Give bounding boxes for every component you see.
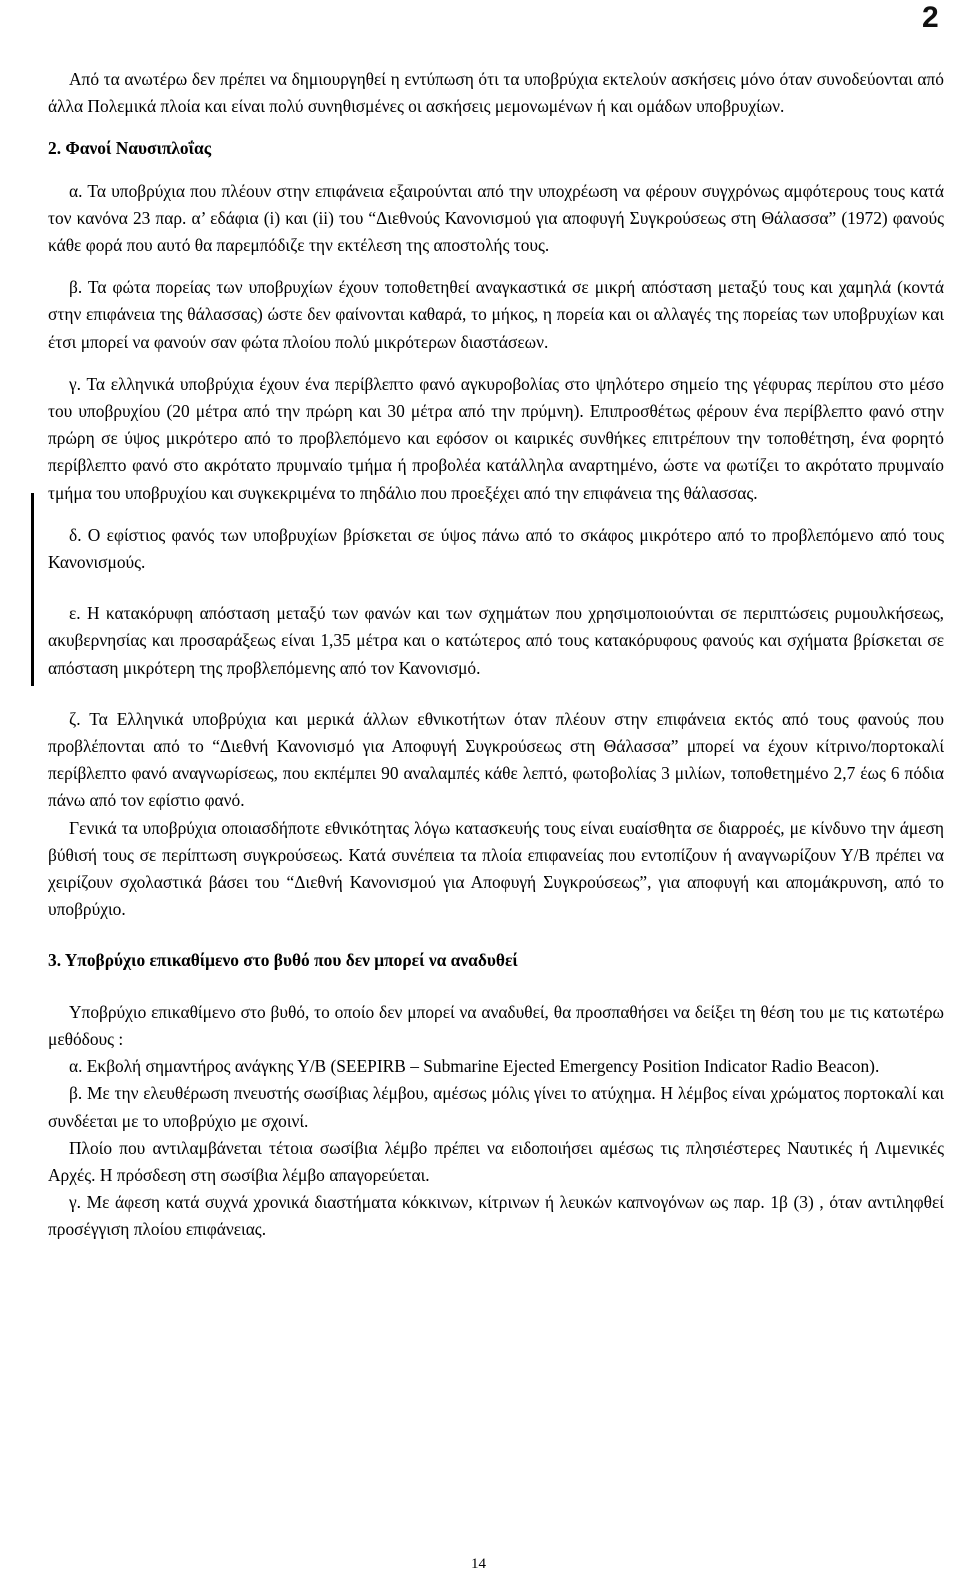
method-alpha: α. Εκβολή σημαντήρος ανάγκης Υ/Β (SEEPIRB – Submarine Ejected Emergency Position Indicator Radio Beacon).	[69, 1056, 880, 1077]
paragraph-intro-methods: Υποβρύχιο επικαθίμενο στο βυθό, το οποίο δεν μπορεί να αναδυθεί, θα προσπαθήσει να δείξει τη θέση του με τις κατωτέρω μεθόδους :	[48, 1001, 944, 1049]
paragraph-alpha: α. Τα υποβρύχια που πλέουν στην επιφάνεια εξαιρούνται από την υποχρέωση να φέρουν συγχρόνως αμφότερους τους κατά τον κανόνα 23 παρ. α’ εδάφια (i) και (ii) του “Διεθνούς Κανονισμού για αποφυγή Συγκρούσεως στη Θάλασσα” (1972) φανούς κάθε φορά που αυτό θα παρεμπόδιζε την εκτέλεση της αποστολής τους.	[48, 180, 944, 256]
paragraph-gamma: γ. Τα ελληνικά υποβρύχια έχουν ένα περίβλεπτο φανό αγκυροβολίας στο ψηλότερο σημείο της γέφυρας περίπου στο μέσο του υποβρυχίου (20 μέτρα από την πρώρη και 30 μέτρα από την πρύμνη). Επιπροσθέτως φέρουν ένα περίβλεπτο φανό στην πρώρη σε ύψος μικρότερο από το προβλεπόμενο και εφόσον οι καιρικές συνθήκες επιτρέπουν την τοποθέτηση, ένα φορητό περίβλεπτο φανό στο ακρότατο πρυμναίο τμήμα ή προβολέα κατάλληλα αναρτημένο, ώστε να φωτίζει το ακρότατο πρυμναίο τμήμα του υποβρυχίου και συγκεκριμένα το πηδάλιο που προεξέχει από την επιφάνεια της θάλασσας.	[48, 373, 944, 503]
intro-paragraph: Από τα ανωτέρω δεν πρέπει να δημιουργηθεί η εντύπωση ότι τα υποβρύχια εκτελούν ασκήσεις μόνο όταν συνοδεύονται από άλλα Πολεμικά πλοία και είναι πολύ συνηθισμένες οι ασκήσεις μεμονωμένων ή και ομάδων υποβρυχίων.	[48, 69, 944, 117]
paragraph-general: Γενικά τα υποβρύχια οποιασδήποτε εθνικότητας λόγω κατασκευής τους είναι ευαίσθητα σε διαρροές, με κίνδυνο την άμεση βύθισή τους σε περίπτωση συγκρούσεως. Κατά συνέπεια τα πλοία επιφανείας που εντοπίζουν ή αναγνωρίζουν Υ/Β πρέπει να χειρίζουν σχολαστικά βάσει του “Διεθνή Κανονισμού για Αποφυγή Συγκρούσεως”, για αποφυγή και απομάκρυνση, από το υποβρύχιο.	[48, 817, 944, 920]
method-beta: β. Με την ελευθέρωση πνευστής σωσίβιας λέμβου, αμέσως μόλις γίνει το ατύχημα. Η λέμβος είναι χρώματος πορτοκαλί και συνδέεται με το υποβρύχιο με σχοινί.	[48, 1083, 944, 1131]
paragraph-zeta: ζ. Τα Ελληνικά υποβρύχια και μερικά άλλων εθνικοτήτων όταν πλέουν στην επιφάνεια εκτός από τους φανούς που προβλέπονται από το “Διεθνή Κανονισμό για Αποφυγή Συγκρούσεως στη Θάλασσα” μπορεί να έχουν κίτρινο/πορτοκαλί περίβλεπτο φανό αναγνωρίσεως, που εκπέμπει 90 αναλαμπές κάθε λεπτό, φωτοβολίας 3 μιλίων, τοποθετημένο 2,7 έως 6 πόδια πάνω από τον εφίστιο φανό.	[48, 708, 944, 811]
page-number-top: 2	[922, 1, 939, 34]
paragraph-beta: β. Τα φώτα πορείας των υποβρυχίων έχουν τοποθετηθεί αναγκαστικά σε μικρή απόσταση μεταξύ τους και χαμηλά (κοντά στην επιφάνεια της θάλασσας) ώστε δεν φαίνονται καθαρά, το μήκος, η πορεία και οι αλλαγές της πορείας των υποβρυχίων και έτσι μπορεί να φανούν σαν φώτα πλοίου πολύ μικρότερων διαστάσεων.	[48, 277, 944, 352]
paragraph-epsilon: ε. Η κατακόρυφη απόσταση μεταξύ των φανών και των σχημάτων που χρησιμοποιούνται σε περιπτώσεις ρυμουλκήσεως, ακυβερνησίας και προσαράξεως είναι 1,35 μέτρα και ο κατώτερος από τους κατακόρυφους φανούς και σχήματα βρίσκεται σε απόσταση μικρότερη της προβλεπόμενης από τον Κανονισμό.	[48, 603, 944, 678]
document-body	[48, 66, 944, 1244]
paragraph-delta: δ. Ο εφίστιος φανός των υποβρυχίων βρίσκεται σε ύψος πάνω από το σκάφος μικρότερο από το προβλεπόμενο από τους Κανονισμούς.	[48, 524, 944, 573]
page-number-bottom: 14	[471, 1556, 486, 1572]
paragraph-ship-notice: Πλοίο που αντιλαμβάνεται τέτοια σωσίβια λέμβο πρέπει να ειδοποιήσει αμέσως τις πλησιέστερες Ναυτικές ή Λιμενικές Αρχές. Η πρόσδεση στη σωσίβια λέμβο απαγορεύεται.	[48, 1137, 944, 1185]
revision-bar	[31, 493, 34, 686]
section-heading-navigation-lights: 2. Φανοί Ναυσιπλοΐας	[48, 138, 212, 159]
section-heading-bottomed-submarine: 3. Υποβρύχιο επικαθίμενο στο βυθό που δεν μπορεί να αναδυθεί	[48, 950, 518, 971]
method-gamma: γ. Με άφεση κατά συχνά χρονικά διαστήματα κόκκινων, κίτρινων ή λευκών καπνογόνων ως παρ. 1β (3) , όταν αντιληφθεί προσέγγιση πλοίου επιφάνειας.	[48, 1192, 944, 1240]
